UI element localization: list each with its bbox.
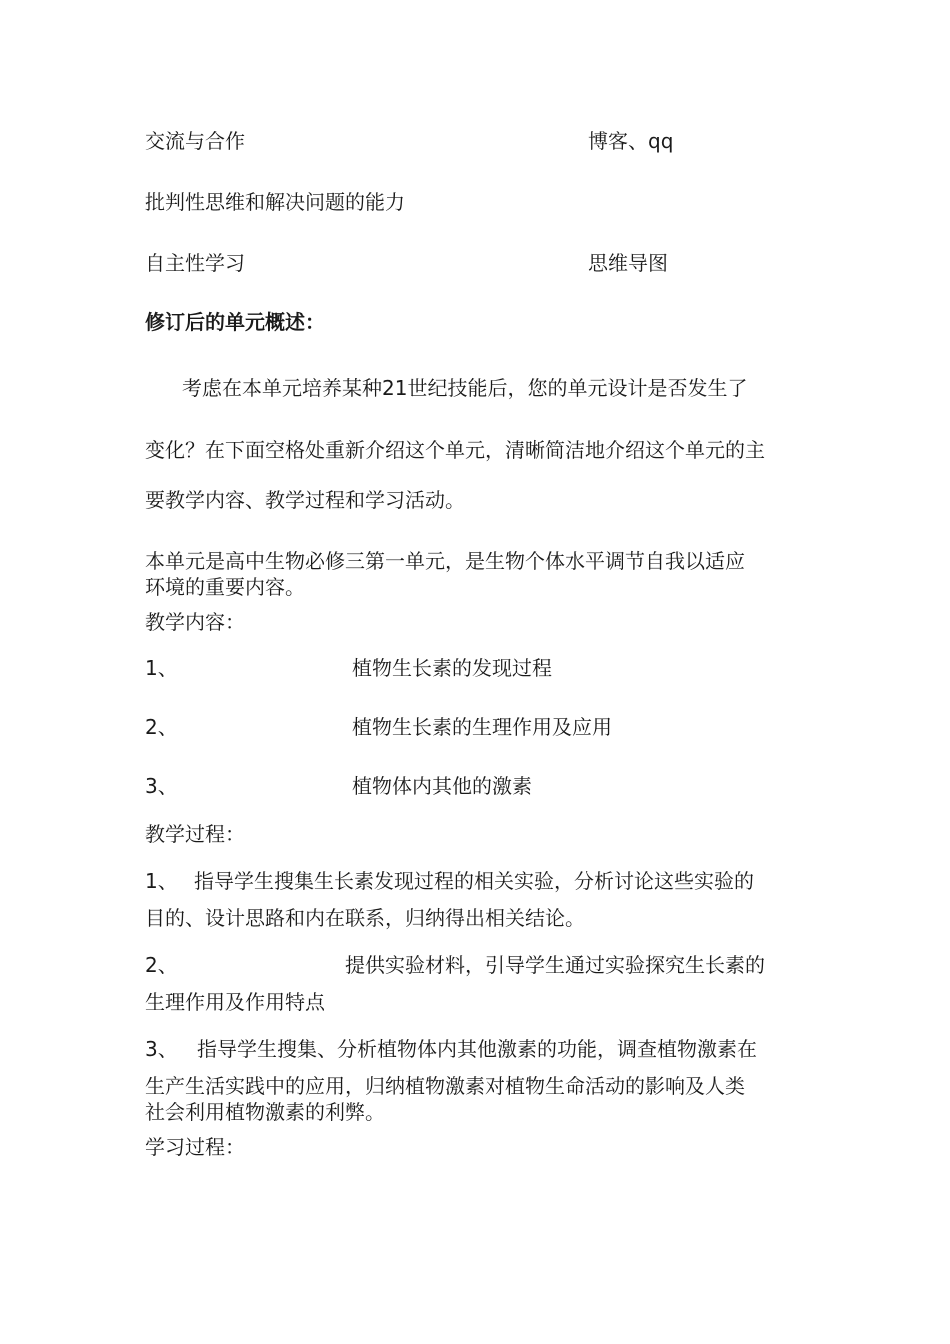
skill-label-2: 批判性思维和解决问题的能力 [145, 190, 405, 214]
skill-label-1: 交流与合作 [145, 129, 245, 153]
overview-line-1: 本单元是高中生物必修三第一单元，是生物个体水平调节自我以适应 [145, 549, 745, 573]
process-step-1-num: 1、 [145, 869, 178, 893]
learning-process-heading: 学习过程： [145, 1135, 245, 1159]
teaching-process-heading: 教学过程： [145, 822, 245, 846]
process-step-2-num: 2、 [145, 953, 178, 977]
instruction-line-3: 要教学内容、教学过程和学习活动。 [145, 488, 465, 512]
overview-line-2: 环境的重要内容。 [145, 575, 305, 599]
process-step-3-line-1: 指导学生搜集、分析植物体内其他激素的功能，调查植物激素在 [197, 1037, 757, 1061]
process-step-1-line-1: 指导学生搜集生长素发现过程的相关实验，分析讨论这些实验的 [194, 869, 754, 893]
content-item-2-num: 2、 [145, 715, 178, 739]
teaching-content-heading: 教学内容： [145, 610, 245, 634]
process-step-1-line-2: 目的、设计思路和内在联系，归纳得出相关结论。 [145, 906, 585, 930]
instruction-line-2: 变化？在下面空格处重新介绍这个单元，清晰简洁地介绍这个单元的主 [145, 438, 765, 462]
content-item-1-text: 植物生长素的发现过程 [352, 656, 552, 680]
content-item-3-text: 植物体内其他的激素 [352, 774, 532, 798]
content-item-2-text: 植物生长素的生理作用及应用 [352, 715, 612, 739]
skill-tool-3: 思维导图 [588, 251, 668, 275]
skill-tool-1: 博客、qq [588, 129, 674, 153]
process-step-2-line-1: 提供实验材料，引导学生通过实验探究生长素的 [345, 953, 765, 977]
revised-overview-heading: 修订后的单元概述： [145, 310, 325, 334]
skill-label-3: 自主性学习 [145, 251, 245, 275]
instruction-line-1: 考虑在本单元培养某种21世纪技能后，您的单元设计是否发生了 [182, 376, 748, 400]
process-step-2-line-2: 生理作用及作用特点 [145, 990, 325, 1014]
process-step-3-line-2: 生产生活实践中的应用，归纳植物激素对植物生命活动的影响及人类 [145, 1074, 745, 1098]
content-item-1-num: 1、 [145, 656, 178, 680]
content-item-3-num: 3、 [145, 774, 178, 798]
process-step-3-num: 3、 [145, 1037, 178, 1061]
process-step-3-line-3: 社会利用植物激素的利弊。 [145, 1100, 385, 1124]
